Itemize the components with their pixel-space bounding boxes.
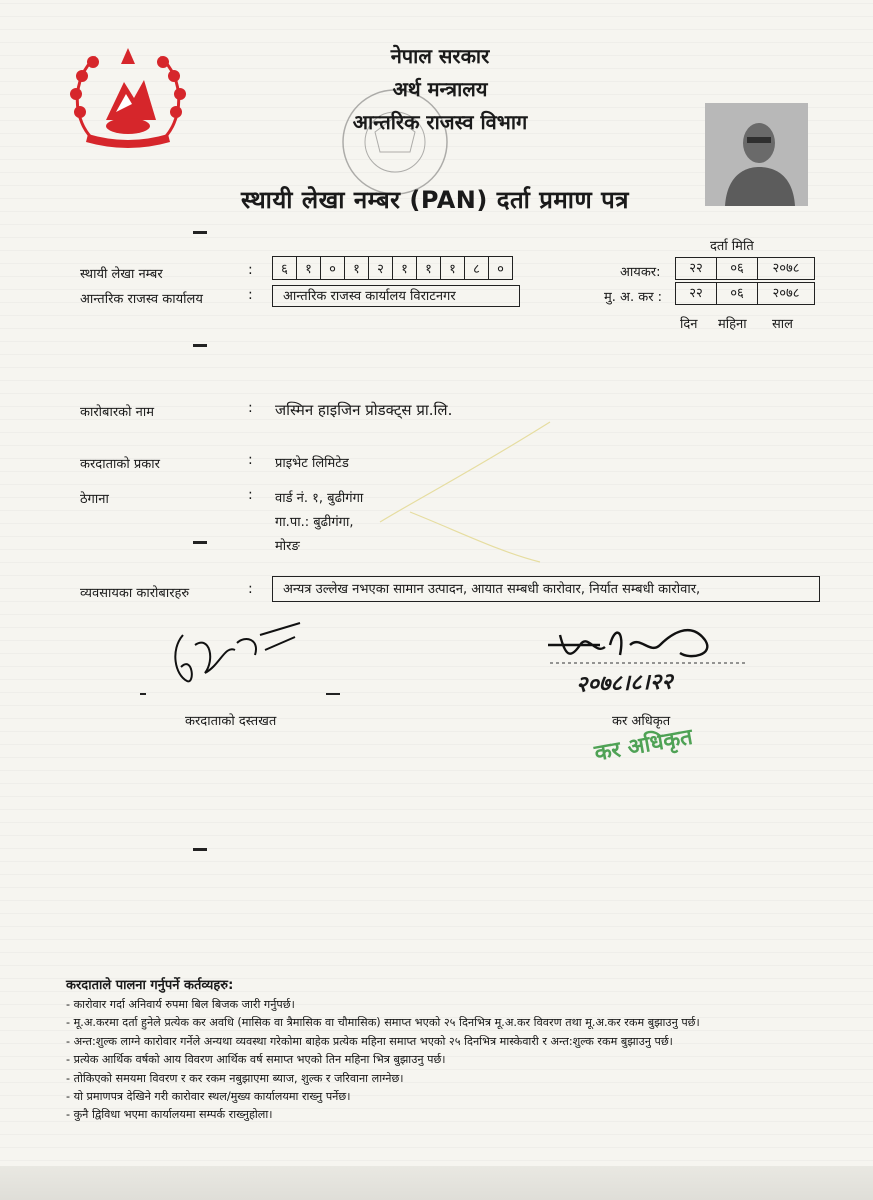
colon: : — [248, 581, 253, 597]
officer-handwritten-date: २०७८।८।२२ — [575, 669, 674, 698]
date-year: २०७८ — [772, 261, 800, 276]
pan-digit: ० — [497, 262, 504, 277]
scan-mark — [193, 344, 207, 347]
duty-item: - तोकिएको समयमा विवरण र कर रकम नबुझाएमा ब्याज, शुल्क र जरिवाना लाग्नेछ। — [66, 1071, 404, 1085]
pan-digit: ८ — [465, 257, 489, 279]
officer-green-stamp: कर अधिकृत — [592, 724, 695, 767]
business-name-label: कारोबारको नाम — [80, 405, 154, 420]
address-line3: मोरङ — [275, 539, 300, 554]
date-day: २२ — [676, 258, 717, 279]
taxpayer-type: प्राइभेट लिमिटेड — [275, 456, 349, 471]
vat-date — [675, 282, 815, 305]
pan-digit: १ — [345, 257, 369, 279]
address-line1: वार्ड नं. १, बुढीगंगा — [275, 491, 364, 506]
date-col-month: महिना — [718, 317, 747, 332]
pan-digit: १ — [417, 257, 441, 279]
signature-dot — [140, 693, 146, 695]
income-tax-label: आयकर: — [620, 265, 661, 280]
colon: : — [248, 287, 253, 303]
address-label: ठेगाना — [80, 492, 109, 507]
date-day: २२ — [676, 283, 717, 304]
date-month: ०६ — [717, 283, 758, 304]
officer-label: कर अधिकृत — [612, 714, 671, 729]
highlighter-scribble — [370, 412, 570, 572]
taxpayer-type-label: करदाताको प्रकार — [80, 457, 160, 472]
certificate-title: स्थायी लेखा नम्बर (PAN) दर्ता प्रमाण पत्र — [240, 186, 630, 214]
date-col-year: साल — [772, 317, 793, 332]
business-name: जस्मिन हाइजिन प्रोडक्ट्स प्रा.लि. — [275, 401, 453, 419]
scan-mark — [193, 848, 207, 851]
activities-value: अन्यत्र उल्लेख नभएका सामान उत्पादन, आयात सम्बधी कारोवार, निर्यात सम्बधी कारोवार, — [272, 576, 820, 602]
colon: : — [248, 452, 253, 468]
date-col-day: दिन — [680, 317, 698, 332]
duties-list — [66, 996, 700, 1125]
duty-item: - अन्त:शुल्क लाग्ने कारोवार गर्नेले अन्यथा व्यवस्था गरेकोमा बाहेक प्रत्येक महिना समाप्त भएको २५ दिनभित्र मास्केवारी र अन्त:शुल्क रकम बुझाउनु पर्छ। — [66, 1034, 673, 1048]
pan-digit: १ — [393, 257, 417, 279]
office-label: आन्तरिक राजस्व कार्यालय — [80, 292, 203, 307]
date-year: २०७८ — [772, 286, 800, 301]
duty-item: - मू.अ.करमा दर्ता हुनेले प्रत्येक कर अवधि (मासिक वा त्रैमासिक वा चौमासिक) समाप्त भएको २५ दिनभित्र मू.अ.कर विवरण तथा मू.अ.कर रकम बुझाउनु पर्छ। — [66, 1016, 700, 1030]
pan-digit: १ — [297, 257, 321, 279]
duties-title: करदाताले पालना गर्नुपर्ने कर्तव्यहरु: — [66, 978, 234, 993]
department-name: आन्तरिक राजस्व विभाग — [352, 110, 528, 134]
pan-digit: २ — [369, 257, 393, 279]
govt-name: नेपाल सरकार — [390, 44, 490, 68]
pan-label: स्थायी लेखा नम्बर — [80, 267, 163, 282]
pan-digit: १ — [441, 257, 465, 279]
ministry-name: अर्थ मन्त्रालय — [392, 77, 488, 101]
duty-item: - प्रत्येक आर्थिक वर्षको आय विवरण आर्थिक वर्ष समाप्त भएको तिन महिना भित्र बुझाउनु पर्छ। — [66, 1053, 446, 1067]
duty-item: - यो प्रमाणपत्र देखिने गरी कारोवार स्थल/मुख्य कार्यालयमा राख्नु पर्नेछ। — [66, 1089, 351, 1103]
reg-date-heading: दर्ता मिति — [710, 239, 754, 254]
colon: : — [248, 262, 253, 278]
colon: : — [248, 487, 253, 503]
vat-label: मु. अ. कर : — [604, 290, 663, 305]
office-value: आन्तरिक राजस्व कार्यालय विराटनगर — [272, 285, 520, 307]
address-line2: गा.पा.: बुढीगंगा, — [275, 515, 354, 530]
nepal-emblem-icon — [66, 42, 190, 154]
taxpayer-signature — [165, 615, 305, 690]
taxpayer-signature-label: करदाताको दस्तखत — [185, 714, 277, 729]
scan-mark — [193, 231, 207, 234]
duty-item: - कारोवार गर्दा अनिवार्य रुपमा बिल बिजक जारी गर्नुपर्छ। — [66, 998, 295, 1011]
duty-item: - कुनै द्विविधा भएमा कार्यालयमा सम्पर्क राख्नुहोला। — [66, 1108, 273, 1122]
income-tax-date — [675, 257, 815, 280]
activities-label: व्यवसायका कारोबारहरु — [80, 586, 190, 601]
pan-number-boxes — [272, 256, 513, 280]
pan-digit: ६ — [273, 257, 297, 279]
colon: : — [248, 400, 253, 416]
signature-dash — [326, 693, 340, 695]
pan-digit: ० — [321, 257, 345, 279]
scan-mark — [193, 541, 207, 544]
date-month: ०६ — [717, 258, 758, 279]
scan-bottom-edge — [0, 1166, 873, 1200]
